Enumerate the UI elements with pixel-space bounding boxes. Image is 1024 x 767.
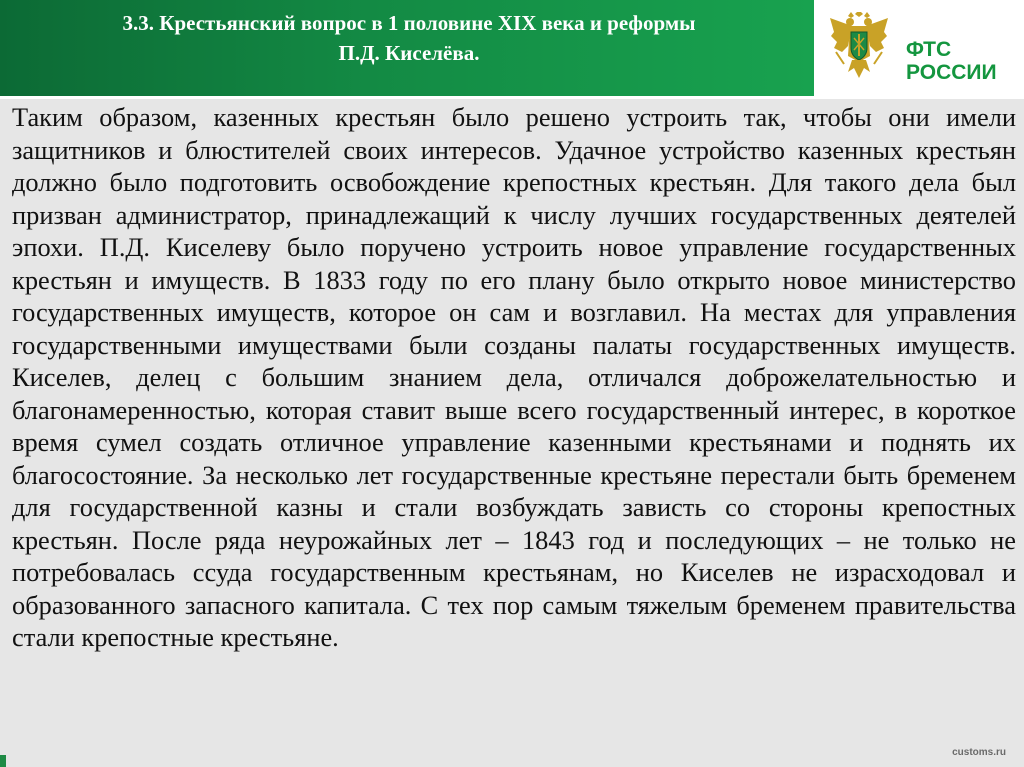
footer-url: customs.ru: [952, 747, 1006, 758]
fts-logo: [814, 0, 1024, 96]
body-paragraph: Таким образом, казенных крестьян было решено устроить так, чтобы они имели защитников и блюстителей своих интересов. Удачное устройство казенных крестьян должно было подготовить освобождение крепостных крестьян. Для такого дела был призван администратор, принадлежащий к числу лучших государственных деятелей эпохи. П.Д. Киселеву было поручено устроить новое управление государственных крестьян и имуществ. В 1833 году по его плану было открыто новое министерство государственных имуществ, которое он сам и возглавил. На местах для управления государственными имуществами были созданы палаты государственных имуществ. Киселев, делец с большим знанием дела, отличался доброжелательностью и благонамеренностью, которая ставит выше всего государственный интерес, в короткое время сумел создать отличное управление казенными крестьянами и поднять их благосостояние. За несколько лет государственные крестьяне перестали быть бременем для государственной казны и стали возбуждать зависть со стороны крепостных крестьян. После ряда неурожайных лет – 1843 год и последующих – не только не потребовалась ссуда государственным крестьянам, но Киселев не израсходовал и образованного запасного капитала. С тех пор самым тяжелым бременем правительства стали крепостные крестьяне.: [12, 102, 1016, 652]
slide-header: [0, 0, 814, 96]
double-headed-eagle-emblem-icon: [828, 12, 890, 84]
footer-accent: [0, 755, 6, 767]
logo-line-1: ФТС: [906, 38, 952, 61]
logo-line-2: РОССИИ: [906, 61, 997, 84]
slide-title-line-1: 3.3. Крестьянский вопрос в 1 половине XIX века и реформы: [122, 11, 696, 35]
slide-title-line-2: П.Д. Киселёва.: [338, 41, 480, 65]
content-panel: [0, 99, 1024, 767]
slide-title: [20, 8, 798, 68]
fts-logo-text: [906, 38, 997, 84]
